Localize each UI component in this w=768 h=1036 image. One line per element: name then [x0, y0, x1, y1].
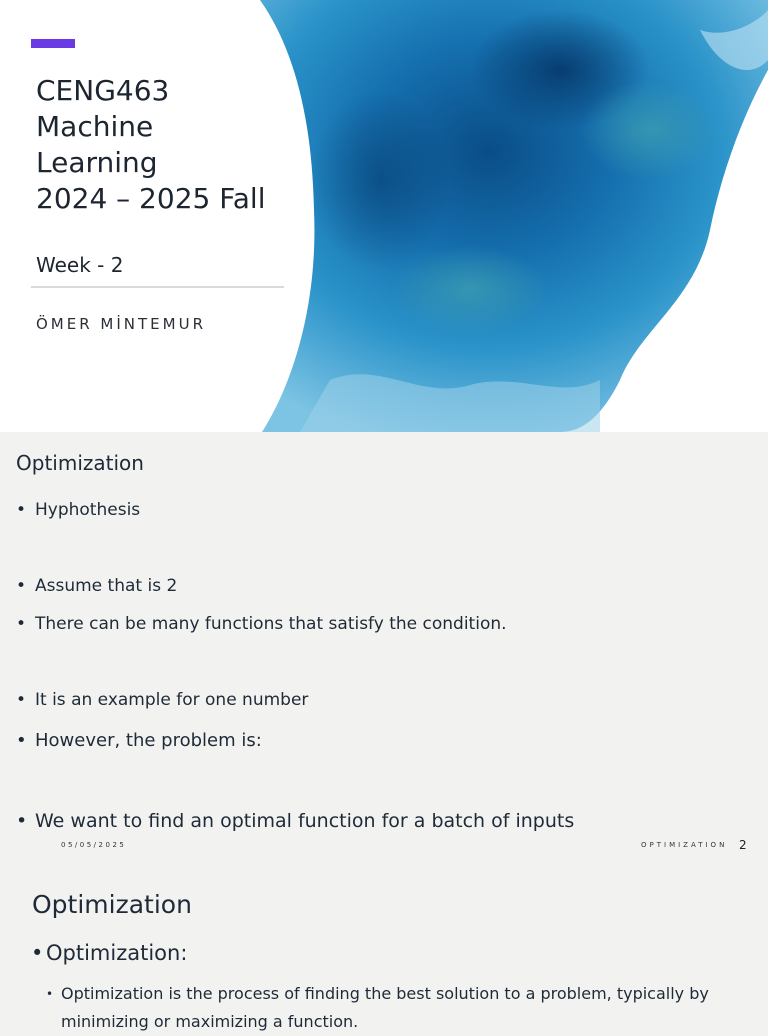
slide-title: Optimization	[16, 451, 144, 475]
title-line: Learning	[36, 146, 158, 179]
title-line: Machine	[36, 110, 154, 143]
slide-title	[36, 73, 306, 217]
bullet-item: • We want to find an optimal function for a batch of inputs	[16, 810, 575, 832]
footer-label: OPTIMIZATION	[641, 841, 728, 849]
title-line: 2024 – 2025 Fall	[36, 182, 266, 215]
page-number: 2	[739, 838, 747, 852]
slide-subtitle: Week - 2	[36, 253, 124, 277]
content-slide	[0, 864, 768, 1031]
bullet-item: • There can be many functions that satisfy the condition.	[16, 614, 507, 634]
bullet-item: • It is an example for one number	[16, 690, 309, 710]
divider	[31, 286, 284, 288]
title-slide	[0, 0, 768, 432]
bullet-item: • However, the problem is:	[16, 730, 262, 751]
accent-bar	[31, 39, 75, 48]
bullet-item: • Assume that is 2	[16, 576, 178, 596]
author-name: ÖMER MİNTEMUR	[36, 315, 206, 333]
content-slide	[0, 432, 768, 864]
bullet-item: • Hyphothesis	[16, 500, 141, 520]
footer-date: 05/05/2025	[61, 841, 127, 849]
slide-title: Optimization	[32, 890, 192, 919]
sub-bullet-item: • Optimization is the process of finding the best solution to a problem, typically by minimizing or maximizing a function.	[46, 984, 709, 1031]
bullet-item: • Optimization:	[31, 941, 188, 965]
title-line: CENG463	[36, 74, 170, 107]
